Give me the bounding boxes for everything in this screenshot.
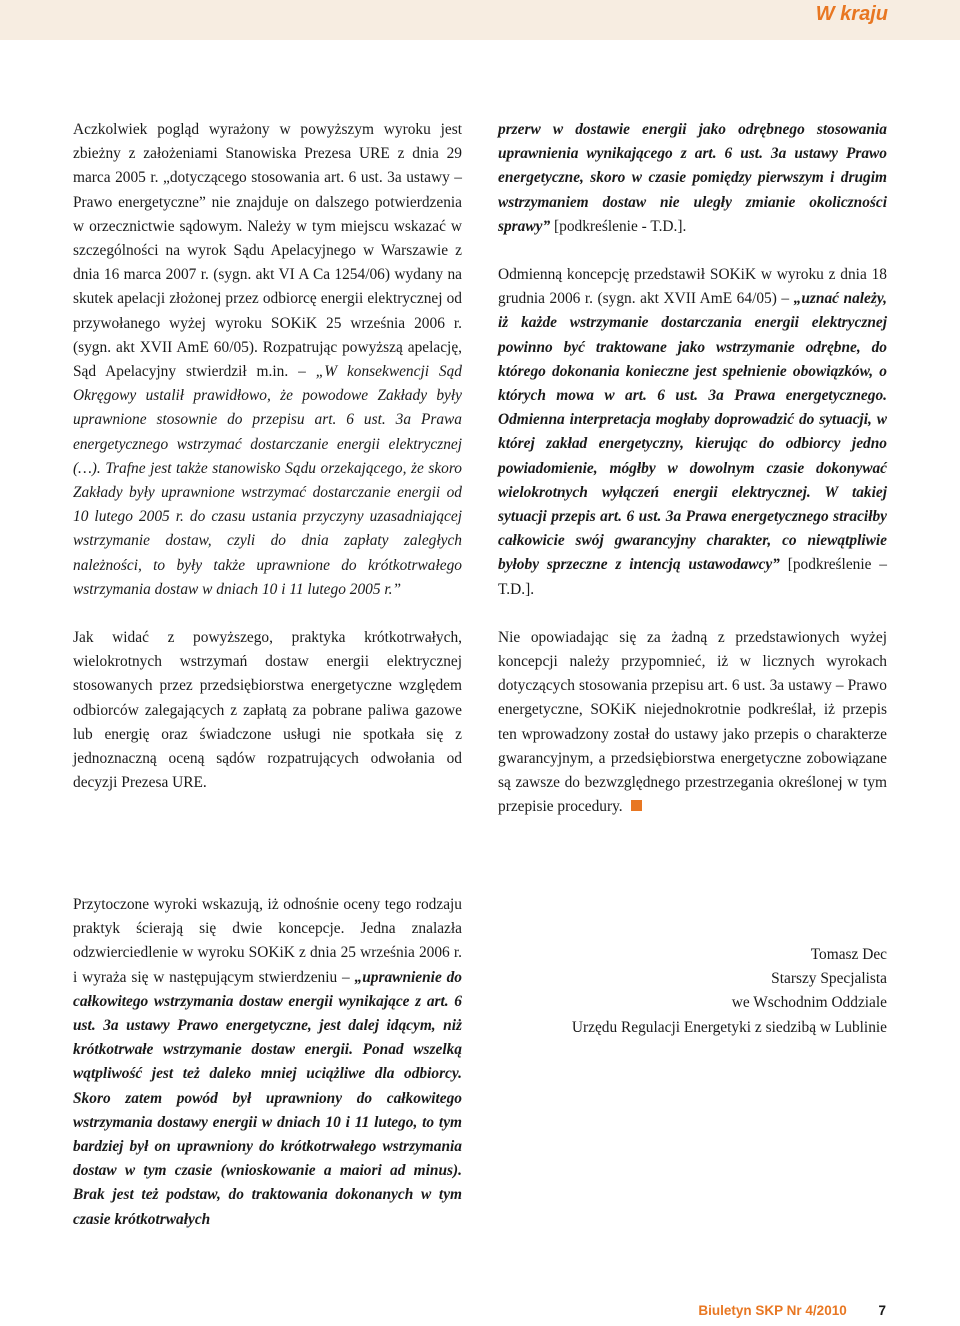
page-number: 7 bbox=[878, 1303, 886, 1318]
paragraph-text: Odmienną koncepcję przedstawił SOKiK w wyroku z dnia 18 grudnia 2006 r. (sygn. akt XVII AmE 64/05) – bbox=[498, 266, 887, 308]
court-quote: „uznać należy, iż każde wstrzymanie dostarczania energii elektrycznej powinno być traktowane jako wstrzymanie odrębne, do którego dokonania konieczne jest spełnienie obowiązków, o których mowa w art. 6 ust. 3a Prawa energetycznego. bbox=[498, 290, 887, 405]
author-unit: we Wschodnim Oddziale bbox=[731, 994, 887, 1012]
court-quote: Odmienna interpretacja mogłaby doprowadzić do sytuacji, w której zakład energetyczny, kierując do odbiorcy jedno powiadomienie, mógłby w dowolnym czasie dokonywać wielokrotnych wyłączeń energii elektrycznej. W takiej sytuacji przepis art. 6 ust. 3a Prawa energetycznego straciłby całkowicie swój gwarancyjny charakter, co niewątpliwie byłoby sprzeczne z intencją ustawodawcy” bbox=[498, 411, 887, 574]
author-signature bbox=[572, 943, 887, 1040]
right-column bbox=[498, 118, 887, 819]
section-label: W kraju bbox=[815, 3, 888, 25]
court-quote: – „W konsekwencji Sąd Okręgowy ustalił prawidłowo, że powodowe Zakłady były uprawnione stosownie do przepisu art. 6 ust. 3a Prawa energetycznego wstrzymać dostarczanie energii elektrycznej (…). Trafne jest także stanowisko Sądu orzekającego, że skoro Zakłady były uprawnione wstrzymać dostarczanie energii od 10 lutego 2005 r. do czasu ustania przyczyny uzasadniającej wstrzymanie dostaw, czyli do dnia zapłaty zaległych należności, to były także uprawnione do krótkotrwałego wstrzymania dostaw w dniach 10 i 11 lutego 2005 r.” bbox=[73, 363, 462, 598]
paragraph-text: Aczkolwiek pogląd wyrażony w powyższym wyroku jest zbieżny z założeniami Stanowiska Prezesa URE z dnia 29 marca 2005 r. „dotyczącego stosowania art. 6 ust. 3a ustawy – Prawo energetyczne” nie znajduje on dalszego potwierdzenia w orzecznictwie sądowym. Należy w tym miejscu wskazać w szczególności na wyrok Sądu Apelacyjnego w Warszawie z dnia 16 marca 2007 r. (sygn. akt VI A Ca 1254/06) wydany na skutek apelacji złożonej przez odbiorcę energii elektrycznej od przywołanego wyżej wyroku SOKiK 25 września 2006 r. (sygn. akt XVII AmE 60/05). Rozpatrując powyższą apelację, Sąd Apelacyjny stwierdził m.in. bbox=[73, 121, 462, 381]
emphasis-note: [podkreślenie – T.D.]. bbox=[498, 556, 887, 598]
article-paragraph bbox=[73, 893, 462, 1232]
paragraph-text: Nie opowiadając się za żadną z przedstawionych wyżej koncepcji należy przypomnieć, iż w licznych wyrokach dotyczących stosowania przepisu art. 6 ust. 3a ustawy – Prawo energetyczne, SOKiK niejednokrotnie podkreślał, iż przepis ten wprowadzony został do ustawy jako przepis o charakterze gwarancyjnym, a przedsiębiorstwa energetyczne zobowiązane są zawsze do bezwzględnego przestrzegania określonej w tym przepisie procedury. bbox=[498, 628, 887, 816]
author-name: Tomasz Dec bbox=[810, 946, 887, 963]
emphasis-note: [podkreślenie - T.D.]. bbox=[550, 217, 687, 235]
article-paragraph bbox=[498, 626, 887, 820]
left-column-bottom bbox=[73, 893, 462, 1232]
article-paragraph bbox=[498, 118, 887, 239]
page-footer bbox=[698, 1302, 886, 1320]
author-office: Urzędu Regulacji Energetyki z siedzibą w Lublinie bbox=[571, 1018, 887, 1036]
end-of-article-square-icon bbox=[631, 800, 642, 811]
left-column-top bbox=[73, 118, 462, 795]
issue-number: Nr 4/2010 bbox=[786, 1303, 847, 1318]
paragraph-text: Przytoczone wyroki wskazują, iż odnośnie oceny tego rodzaju praktyk ścierają się dwie koncepcje. Jedna znalazła odzwierciedlenie w wyroku SOKiK z dnia 25 września 2006 r. i wyraża się w następującym stwierdzeniu – bbox=[73, 896, 462, 986]
article-paragraph bbox=[73, 118, 462, 602]
article-paragraph bbox=[498, 263, 887, 602]
court-quote: „uprawnienie do całkowitego wstrzymania dostaw energii wynikające z art. 6 ust. 3a ustawy Prawo energetyczne, jest dalej idącym, niż krótkotrwałe wstrzymanie dostaw energii. Ponad wszelką wątpliwość jest też daleko mniej uciążliwe dla odbiorcy. Skoro zatem powód był uprawniony do całkowitego wstrzymania dostawy energii w dniach 10 i 11 lutego, to tym bardziej był on uprawniony do krótkotrwałego wstrzymania dostaw w tym czasie (wnioskowanie a maiori ad minus). Brak jest też podstaw, do traktowania dokonanych w tym czasie krótkotrwałych bbox=[73, 968, 462, 1228]
author-title: Starszy Specjalista bbox=[771, 970, 887, 988]
article-paragraph: Jak widać z powyższego, praktyka krótkotrwałych, wielokrotnych wstrzymań dostaw energii elektrycznej stosowanych przez przedsiębiorstwa energetyczne względem odbiorców zalegających z zapłatą za pobrane paliwa gazowe lub energię oraz świadczone usługi nie spotkała się z jednoznaczną oceną sądów rozpatrujących odwołania od decyzji Prezesa URE. bbox=[73, 629, 462, 792]
court-quote: przerw w dostawie energii jako odrębnego stosowania uprawnienia wynikającego z art. 6 ust. 3a ustawy Prawo energetyczne, skoro w czasie pomiędzy pierwszym i drugim wstrzymaniem dostaw nie uległy zmianie okoliczności sprawy” bbox=[498, 121, 887, 235]
journal-name: Biuletyn SKP bbox=[698, 1303, 783, 1318]
